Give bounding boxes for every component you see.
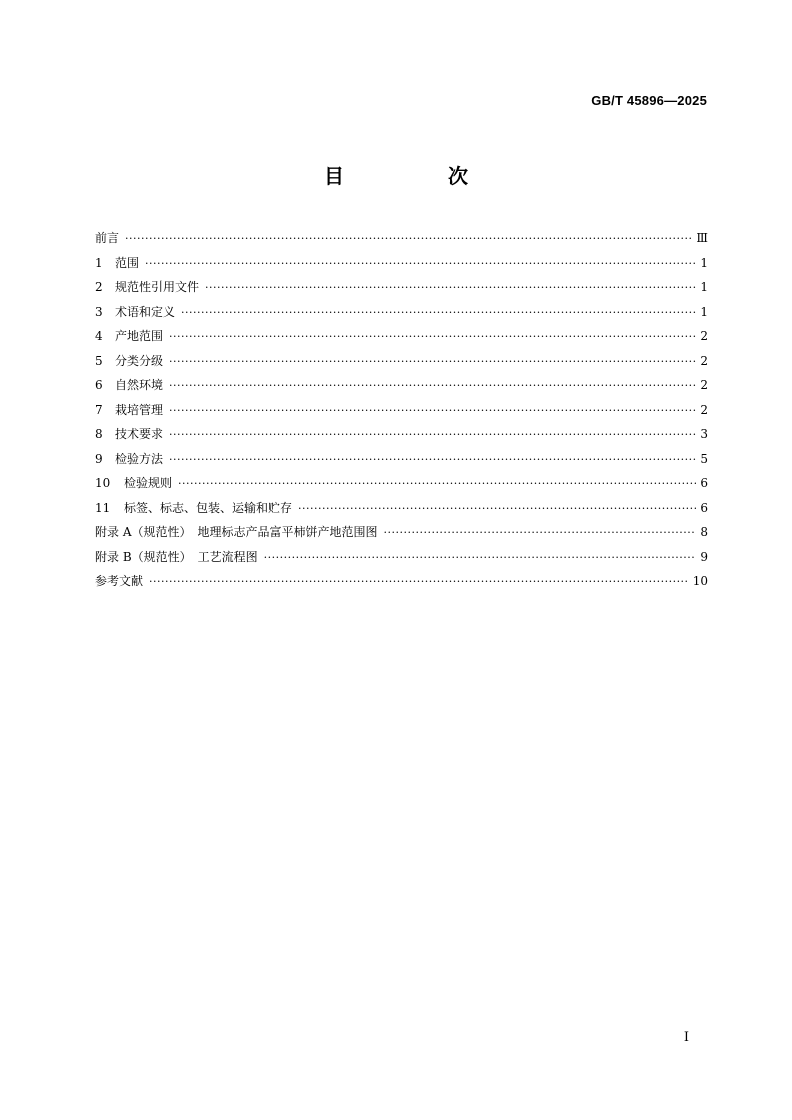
toc-entry[interactable]	[95, 349, 708, 374]
toc-entry[interactable]	[95, 226, 708, 251]
toc-entry[interactable]	[95, 496, 708, 521]
toc-dot-leader	[169, 399, 696, 424]
toc-entry-number: 3	[95, 304, 103, 319]
toc-dot-leader	[169, 325, 696, 350]
toc-entry-page: 2	[700, 378, 708, 392]
toc-entry[interactable]	[95, 545, 708, 570]
toc-entry-title: 范围	[115, 255, 140, 270]
toc-dot-leader	[383, 521, 696, 546]
toc-entry-title: 自然环境	[115, 378, 164, 392]
toc-dot-leader	[178, 472, 696, 497]
toc-entry-page: 10	[692, 574, 708, 588]
toc-entry-title: 技术要求	[115, 427, 164, 441]
toc-entry-label	[95, 447, 163, 472]
toc-entry-page: 1	[700, 304, 708, 319]
toc-entry-number: 7	[95, 402, 103, 417]
toc-entry-page: 2	[700, 402, 708, 417]
toc-entry[interactable]	[95, 275, 708, 300]
toc-entry-label	[95, 275, 199, 300]
toc-entry-label	[95, 520, 377, 545]
standard-number: GB/T 45896—2025	[591, 93, 707, 108]
toc-entry-number: 4	[95, 329, 103, 343]
toc-entry-page: 2	[700, 329, 708, 343]
toc-dot-leader	[169, 448, 696, 473]
toc-dot-leader	[169, 423, 696, 448]
toc-entry-title: 前言	[95, 231, 120, 245]
toc-entry-label	[95, 300, 175, 325]
toc-entry-number: 5	[95, 353, 103, 368]
page-title: 目 次	[324, 164, 510, 188]
toc-entry-page: 6	[700, 500, 708, 515]
toc-entry-label	[95, 373, 163, 398]
toc-entry-title: 附录 A（规范性） 地理标志产品富平柿饼产地范围图	[95, 525, 378, 539]
toc-entry-number: 11	[95, 500, 111, 515]
toc-entry-title: 参考文献	[95, 574, 144, 588]
toc-entry-page: 1	[700, 255, 708, 270]
toc-dot-leader	[181, 301, 696, 326]
toc-entry[interactable]	[95, 520, 708, 545]
toc-entry-title: 分类分级	[115, 353, 164, 368]
toc-entry[interactable]	[95, 324, 708, 349]
toc-dot-leader	[298, 497, 696, 522]
toc-entry-title: 附录 B（规范性） 工艺流程图	[95, 549, 258, 564]
toc-entry-page: 1	[700, 280, 708, 294]
toc-entry[interactable]	[95, 422, 708, 447]
toc-entry-title: 产地范围	[115, 329, 164, 343]
page-number: I	[683, 1030, 689, 1045]
toc-entry-label	[95, 324, 163, 349]
toc-dot-leader	[169, 350, 696, 375]
toc-entry-title: 栽培管理	[115, 402, 164, 417]
toc-entry-label	[95, 251, 139, 276]
toc-entry-page: Ⅲ	[696, 231, 708, 245]
toc-dot-leader	[205, 276, 696, 301]
toc-entry-page: 9	[700, 549, 708, 564]
toc-entry-label	[95, 471, 172, 496]
toc-entry-page: 8	[700, 525, 708, 539]
toc-entry-label	[95, 496, 292, 521]
toc-entry-label	[95, 349, 163, 374]
toc-entry-title: 检验方法	[115, 451, 164, 466]
toc-entry[interactable]	[95, 569, 708, 594]
toc-entry[interactable]	[95, 373, 708, 398]
toc-entry-page: 5	[700, 451, 708, 466]
toc-entry-title: 规范性引用文件	[115, 280, 200, 294]
table-of-contents	[95, 226, 708, 594]
toc-entry-title: 检验规则	[124, 476, 173, 490]
toc-entry-title: 标签、标志、包装、运输和贮存	[124, 500, 293, 515]
toc-dot-leader	[149, 570, 689, 595]
toc-entry[interactable]	[95, 300, 708, 325]
toc-entry[interactable]	[95, 398, 708, 423]
toc-dot-leader	[145, 252, 696, 277]
toc-entry-page: 2	[700, 353, 708, 368]
toc-entry-number: 1	[95, 255, 103, 270]
toc-entry-label	[95, 569, 143, 594]
toc-dot-leader	[169, 374, 696, 399]
toc-entry-title: 术语和定义	[115, 304, 176, 319]
toc-entry-page: 3	[700, 427, 708, 441]
toc-entry[interactable]	[95, 251, 708, 276]
toc-entry-label	[95, 226, 119, 251]
toc-dot-leader	[125, 227, 692, 252]
toc-dot-leader	[264, 546, 697, 571]
toc-entry-number: 10	[95, 476, 111, 490]
toc-entry-page: 6	[700, 476, 708, 490]
toc-entry-number: 8	[95, 427, 103, 441]
toc-entry[interactable]	[95, 447, 708, 472]
toc-entry-label	[95, 398, 163, 423]
toc-entry-number: 6	[95, 378, 103, 392]
toc-entry-label	[95, 422, 163, 447]
toc-entry-number: 9	[95, 451, 103, 466]
toc-entry-label	[95, 545, 258, 570]
toc-entry-number: 2	[95, 280, 103, 294]
toc-entry[interactable]	[95, 471, 708, 496]
